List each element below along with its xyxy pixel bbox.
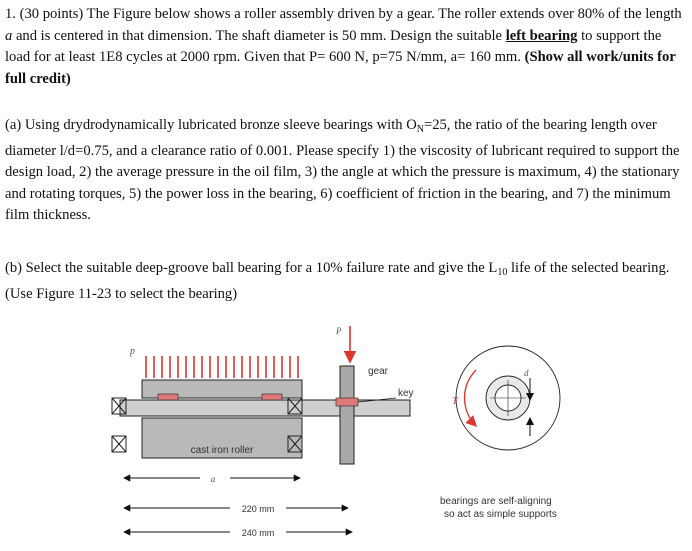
- dim-220-label: 220 mm: [241, 504, 275, 514]
- roller-key-right: [262, 394, 282, 400]
- key-label: key: [398, 388, 414, 399]
- problem-intro-3: to support the load for at least 1E8 cycles at 2000 rpm. Given that P= 600 N, p=75 N/mm, a= 160 mm.: [5, 27, 662, 66]
- problem-points: (30 points): [19, 6, 84, 22]
- gear-label: gear: [368, 366, 389, 377]
- torque-label-T: T: [452, 396, 458, 407]
- roller-key-left: [158, 394, 178, 400]
- roller-label: cast iron roller: [190, 445, 254, 456]
- variable-a: a: [5, 27, 13, 44]
- roller-assembly-figure: [100, 318, 580, 548]
- load-label-p: p: [130, 346, 135, 357]
- part-a-subscript-n: N: [416, 124, 424, 135]
- gear-key: [336, 398, 358, 406]
- part-a-text-2: =25, the ratio of the bearing length over diameter l/d=0.75, and a clearance ratio of 0.001. Please specify 1) the viscosity of lubricant required to support the design load, 2) the average pressure in the oil film, 3) the angle at which the pressure is maximum, 4) the stationary and rotating torques, 5) the power loss in the bearing, 6) coefficient of friction in the bearing, and 7) the minimum film thickness.: [5, 117, 680, 224]
- problem-number: 1.: [5, 6, 16, 22]
- part-a: [5, 115, 689, 227]
- gear: [340, 366, 354, 464]
- torque-arrow: [465, 370, 476, 426]
- shaft: [120, 400, 410, 416]
- end-view-label-d: d: [524, 368, 529, 378]
- part-b-text-2: life of the selected bearing. (Use Figure 11-23 to select the bearing): [5, 260, 670, 302]
- note-line-1: bearings are self-aligning: [440, 496, 552, 507]
- dim-240-label: 240 mm: [241, 528, 275, 538]
- problem-statement: [5, 4, 689, 90]
- part-b-text-1: (b) Select the suitable deep-groove ball bearing for a 10% failure rate and give the L: [5, 260, 498, 276]
- part-b: [5, 258, 689, 305]
- problem-intro-1: The Figure below shows a roller assembly driven by a gear. The roller extends over 80% of the length: [86, 6, 682, 22]
- part-a-text-1: (a) Using drydrodynamically lubricated bronze sleeve bearings with O: [5, 117, 417, 133]
- problem-intro-2: and is centered in that dimension. The shaft diameter is 50 mm. Design the suitable: [15, 27, 503, 44]
- distributed-load-arrows: [146, 356, 298, 378]
- note-line-2: so act as simple supports: [444, 509, 557, 520]
- part-b-subscript-10: 10: [497, 267, 508, 278]
- show-work-note: (Show all work/units for full credit): [5, 49, 676, 87]
- force-label-P: P: [336, 326, 342, 336]
- dim-a-label: a: [210, 474, 216, 484]
- left-bearing-emphasis: left bearing: [505, 27, 578, 44]
